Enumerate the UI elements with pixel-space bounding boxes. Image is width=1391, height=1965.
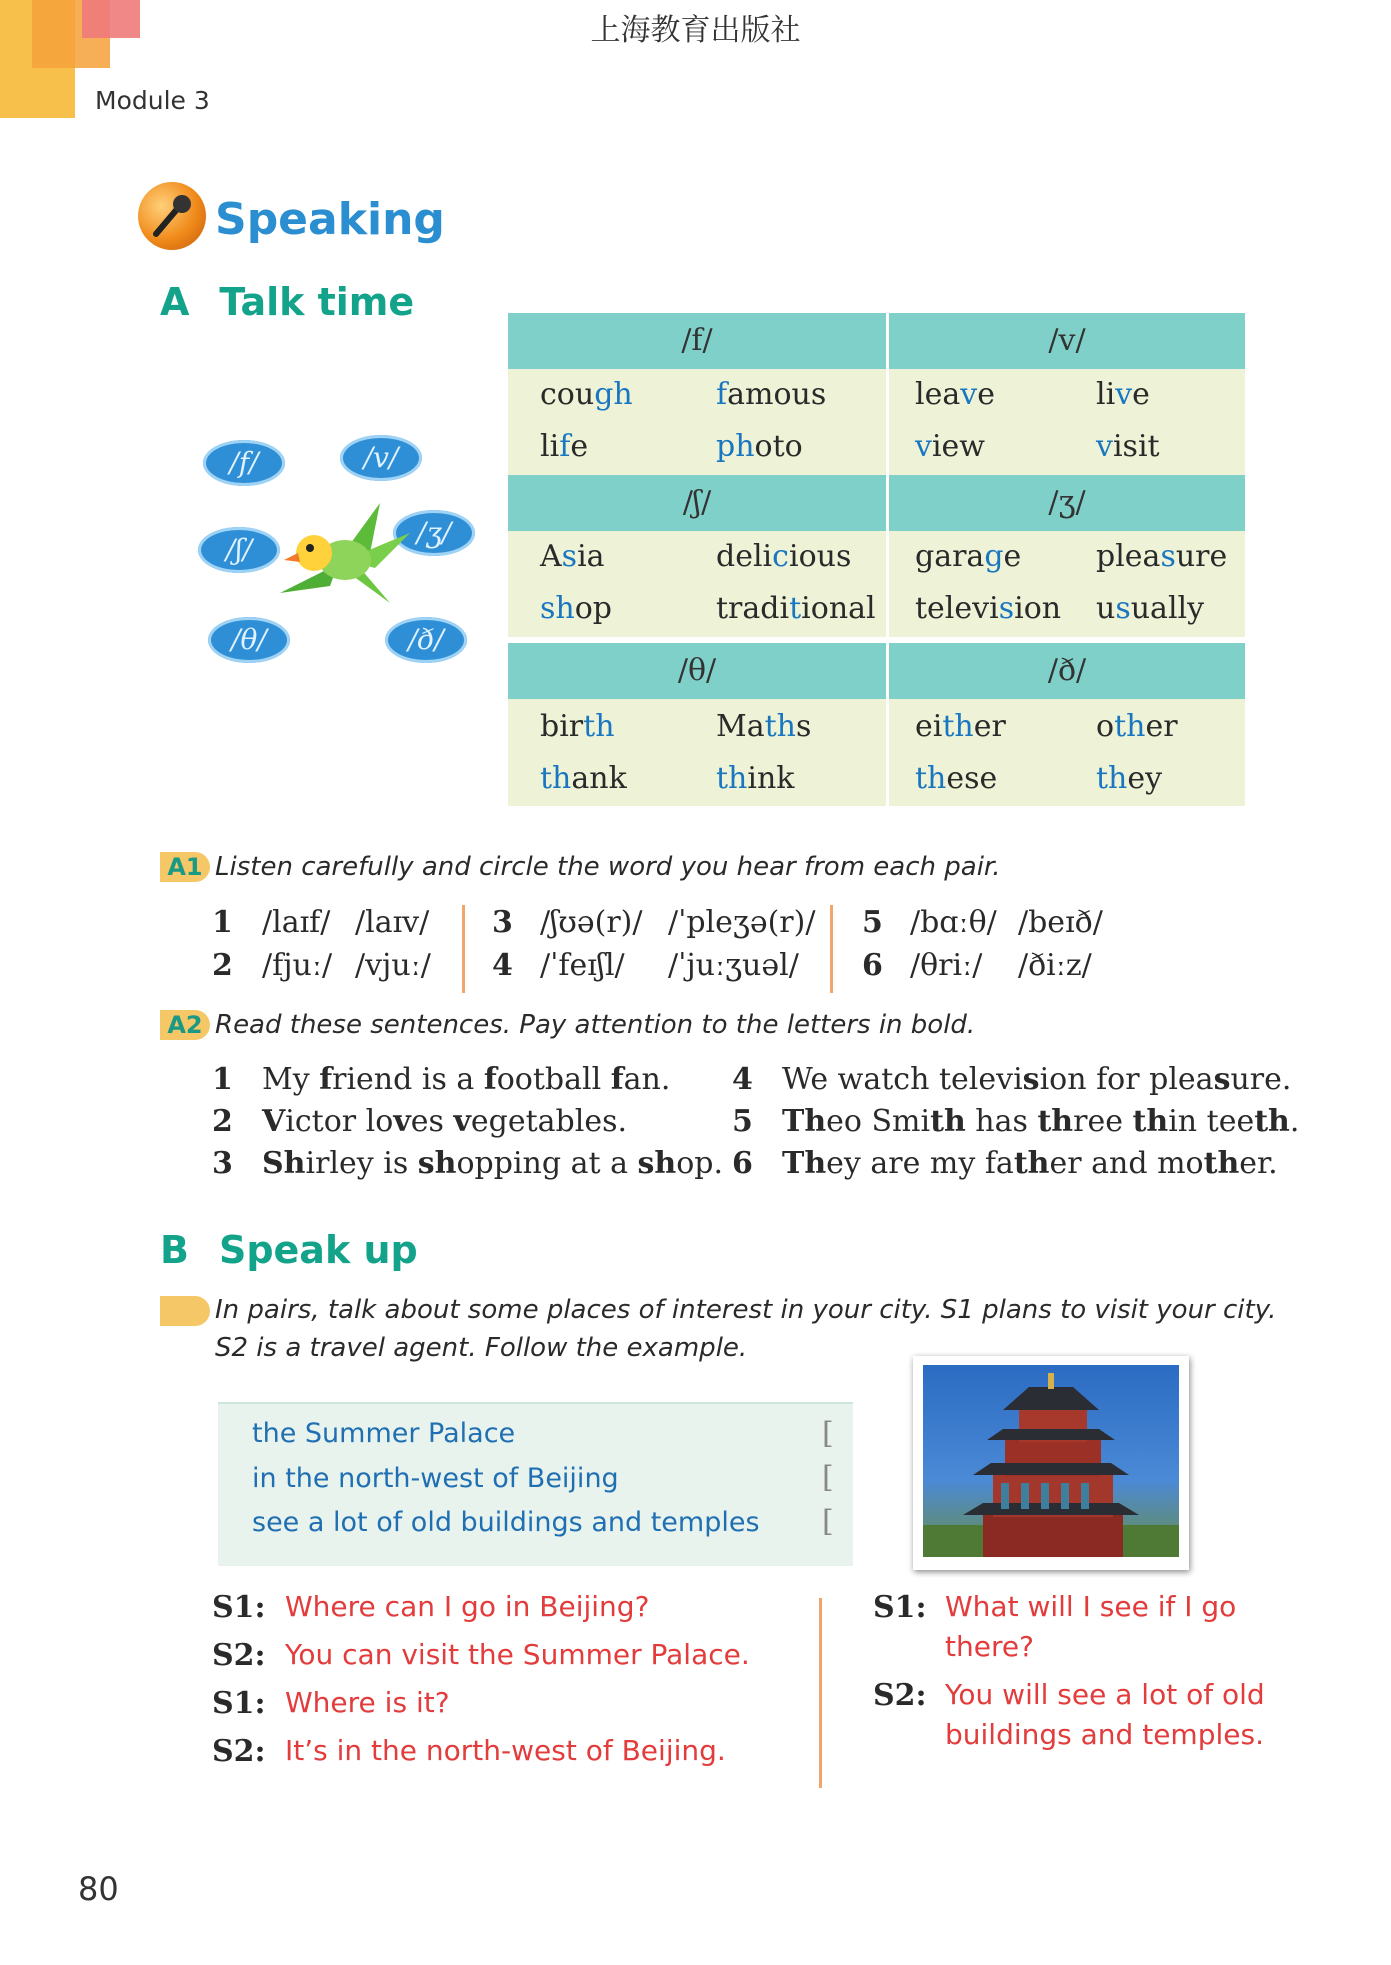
item-number: 4 [732,1062,753,1097]
column-divider [819,1598,822,1788]
example-line: see a lot of old buildings and temples [252,1507,760,1538]
word-cell: traditional [716,591,876,626]
word-cell: television [915,591,1062,626]
column-divider [462,905,465,993]
sentence: Victor loves vegetables. [262,1104,628,1139]
phonetic-option[interactable]: /bɑːθ/ [910,905,997,940]
example-line: in the north-west of Beijing [252,1463,619,1494]
dialogue-line: It’s in the north-west of Beijing. [285,1734,726,1767]
column-divider [830,905,833,993]
exercise-instruction: Read these sentences. Pay attention to the letters in bold. [215,1010,976,1040]
word-cell: other [1096,709,1178,744]
word-cell: photo [716,429,803,464]
page-number: 80 [78,1870,119,1908]
section-title: Speaking [215,194,445,245]
item-number: 6 [862,948,883,983]
word-cell: visit [1096,429,1160,464]
table-header: /ð/ [889,643,1245,699]
phonetic-option[interactable]: /ˈfeɪʃl/ [540,948,625,983]
table-header: /θ/ [508,643,886,699]
word-cell: thank [540,761,627,796]
item-number: 6 [732,1146,753,1181]
phonetic-option[interactable]: /ˈpleʒə(r)/ [668,905,816,940]
part-b-title: Speak up [218,1228,418,1272]
speaker-label: S2: [212,1638,266,1673]
phonetic-option[interactable]: /beɪð/ [1018,905,1103,940]
exercise-tag: A1 [160,852,210,882]
part-b-letter: B [160,1228,189,1272]
item-number: 4 [492,948,513,983]
phonetic-option[interactable]: /θriː/ [910,948,983,983]
bracket-marks: [ [ [ [822,1416,834,1539]
dialogue-line: You can visit the Summer Palace. [285,1638,750,1671]
speaker-label: S2: [873,1678,927,1713]
phonetic-option[interactable]: /ʃʊə(r)/ [540,905,643,940]
word-cell: garage [915,539,1022,574]
word-cell: either [915,709,1006,744]
microphone-icon [138,182,206,250]
item-number: 5 [862,905,883,940]
part-a-letter: A [160,280,190,324]
phoneme-bubble: /ʒ/ [393,510,475,556]
part-b-heading [160,1228,418,1272]
exercise-instruction: S2 is a travel agent. Follow the example. [215,1333,748,1363]
phonetic-option[interactable]: /ˈjuːʒuəl/ [668,948,799,983]
dialogue-line: You will see a lot of old [945,1678,1265,1711]
sentence: We watch television for pleasure. [782,1062,1292,1097]
exercise-instruction: In pairs, talk about some places of interest in your city. S1 plans to visit your city. [215,1295,1277,1325]
speaker-label: S1: [212,1686,266,1721]
word-cell: Maths [716,709,812,744]
phonics-table [508,313,1245,806]
speaker-label: S1: [873,1590,927,1625]
word-cell: shop [540,591,612,626]
exercise-instruction: Listen carefully and circle the word you hear from each pair. [215,852,1001,882]
word-cell: cough [540,377,633,412]
dialogue-line: buildings and temples. [945,1718,1264,1751]
module-label: Module 3 [95,86,210,115]
table-header: /ʒ/ [889,475,1245,531]
item-number: 1 [212,905,233,940]
part-a-title: Talk time [219,280,415,324]
item-number: 1 [212,1062,233,1097]
word-cell: Asia [540,539,605,574]
sentence: They are my father and mother. [782,1146,1278,1181]
table-header: /ʃ/ [508,475,886,531]
word-cell: these [915,761,998,796]
item-number: 5 [732,1104,753,1139]
sentence: Shirley is shopping at a shop. [262,1146,724,1181]
publisher-name: 上海教育出版社 [590,13,801,48]
word-cell: life [540,429,589,464]
sentence: Theo Smith has three thin teeth. [782,1104,1300,1139]
phoneme-bubble: /ʃ/ [198,527,280,573]
example-line: the Summer Palace [252,1418,516,1449]
item-number: 3 [492,905,513,940]
summer-palace-photo [913,1356,1189,1570]
word-cell: delicious [716,539,852,574]
dialogue-line: Where is it? [285,1686,450,1719]
item-number: 3 [212,1146,233,1181]
phoneme-bubble: /v/ [340,435,422,481]
word-cell: they [1096,761,1163,796]
item-number: 2 [212,948,233,983]
word-cell: birth [540,709,615,744]
phoneme-bubble: /θ/ [208,617,290,663]
part-a-heading [160,280,414,324]
word-cell: view [915,429,985,464]
item-number: 2 [212,1104,233,1139]
sentence: My friend is a football fan. [262,1062,671,1097]
phonetic-option[interactable]: /fjuː/ [262,948,333,983]
speaker-label: S1: [212,1590,266,1625]
speaker-label: S2: [212,1734,266,1769]
phoneme-bubble: /f/ [203,440,285,486]
word-cell: leave [915,377,995,412]
exercise-tag [160,1296,210,1326]
dialogue-line: there? [945,1630,1034,1663]
exercise-tag: A2 [160,1010,210,1040]
phonetic-option[interactable]: /laɪv/ [355,905,430,940]
parrot-illustration [270,498,420,608]
word-cell: famous [716,377,827,412]
dialogue-line: Where can I go in Beijing? [285,1590,650,1623]
table-header: /f/ [508,313,886,369]
phonetic-option[interactable]: /ðiːz/ [1018,948,1092,983]
word-cell: live [1096,377,1150,412]
phonetic-option[interactable]: /laɪf/ [262,905,331,940]
phonetic-option[interactable]: /vjuː/ [355,948,431,983]
word-cell: think [716,761,795,796]
dialogue-line: What will I see if I go [945,1590,1237,1623]
word-cell: pleasure [1096,539,1228,574]
phoneme-bubble: /ð/ [385,617,467,663]
word-cell: usually [1096,591,1205,626]
table-header: /v/ [889,313,1245,369]
